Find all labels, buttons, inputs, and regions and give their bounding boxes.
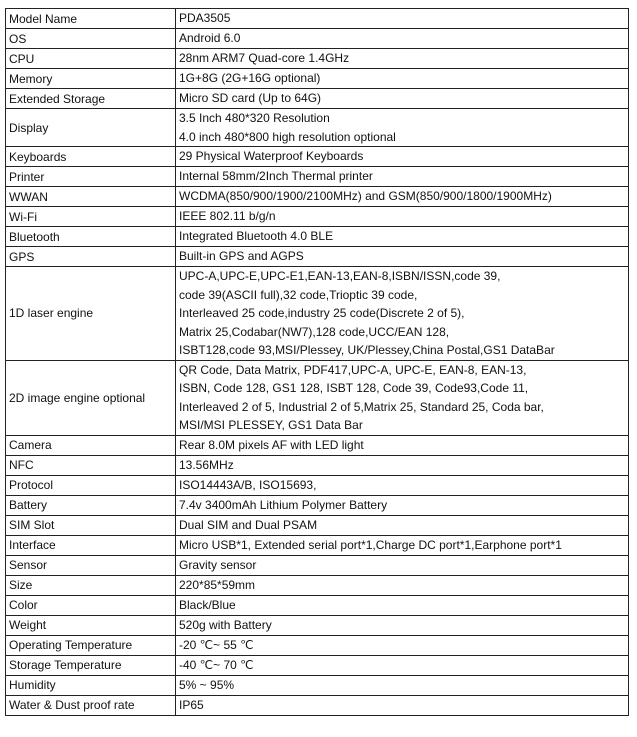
spec-row — [6, 187, 629, 207]
spec-row — [6, 69, 629, 89]
spec-value-line: 13.56MHz — [179, 457, 234, 472]
spec-value-line: IP65 — [179, 697, 204, 712]
spec-value — [176, 49, 629, 69]
spec-row — [6, 475, 629, 495]
spec-value-line: 28nm ARM7 Quad-core 1.4GHz — [179, 51, 350, 66]
spec-row — [6, 267, 629, 361]
spec-value-line: 7.4v 3400mAh Lithium Polymer Battery — [179, 497, 388, 512]
spec-row — [6, 147, 629, 167]
spec-label: OS — [6, 29, 176, 49]
spec-value — [176, 655, 629, 675]
spec-value-line: QR Code, Data Matrix, PDF417,UPC-A, UPC-E, EAN-8, EAN-13, — [179, 362, 527, 377]
spec-value — [176, 435, 629, 455]
spec-row — [6, 615, 629, 635]
spec-value-line: 4.0 inch 480*800 high resolution optional — [179, 129, 396, 144]
spec-value-line: Interleaved 2 of 5, Industrial 2 of 5,Matrix 25, Standard 25, Coda bar, — [179, 399, 544, 414]
specification-table — [5, 8, 629, 716]
spec-row — [6, 495, 629, 515]
spec-value-line: Integrated Bluetooth 4.0 BLE — [179, 229, 334, 244]
spec-value — [176, 69, 629, 89]
spec-value — [176, 9, 629, 29]
spec-label: Weight — [6, 615, 176, 635]
spec-row — [6, 695, 629, 715]
spec-row — [6, 515, 629, 535]
spec-label: WWAN — [6, 187, 176, 207]
spec-value — [176, 535, 629, 555]
spec-label: Bluetooth — [6, 227, 176, 247]
spec-row — [6, 9, 629, 29]
spec-row — [6, 635, 629, 655]
spec-row — [6, 435, 629, 455]
spec-value-line: code 39(ASCII full),32 code,Trioptic 39 code, — [179, 287, 418, 302]
spec-value — [176, 267, 629, 361]
spec-row — [6, 29, 629, 49]
spec-value — [176, 515, 629, 535]
spec-label: CPU — [6, 49, 176, 69]
spec-row — [6, 89, 629, 109]
spec-row — [6, 655, 629, 675]
spec-label: Water & Dust proof rate — [6, 695, 176, 715]
spec-value-line: ISBT128,code 93,MSI/Plessey, UK/Plessey,China Postal,GS1 DataBar — [179, 343, 555, 357]
spec-value-line: 5% ~ 95% — [179, 677, 235, 692]
spec-value-line: ISO14443A/B, ISO15693, — [179, 477, 317, 492]
spec-value-line: Black/Blue — [179, 597, 236, 612]
spec-value — [176, 187, 629, 207]
spec-value-line: PDA3505 — [179, 11, 231, 26]
spec-row — [6, 227, 629, 247]
specification-table-body — [6, 9, 629, 716]
spec-value — [176, 247, 629, 267]
spec-label: Wi-Fi — [6, 207, 176, 227]
spec-label: Size — [6, 575, 176, 595]
spec-value-line: 220*85*59mm — [179, 577, 256, 592]
spec-value — [176, 495, 629, 515]
spec-row — [6, 675, 629, 695]
spec-label: Memory — [6, 69, 176, 89]
spec-value-line: 3.5 Inch 480*320 Resolution — [179, 111, 330, 125]
spec-value-line: 1G+8G (2G+16G optional) — [179, 71, 321, 86]
spec-value-line: 29 Physical Waterproof Keyboards — [179, 149, 364, 164]
spec-value — [176, 595, 629, 615]
spec-row — [6, 535, 629, 555]
spec-value — [176, 89, 629, 109]
spec-label: Camera — [6, 435, 176, 455]
spec-value — [176, 635, 629, 655]
spec-value — [176, 29, 629, 49]
spec-value-line: Internal 58mm/2Inch Thermal printer — [179, 169, 373, 184]
spec-value-line: -20 ℃~ 55 ℃ — [179, 637, 254, 652]
spec-label: Protocol — [6, 475, 176, 495]
spec-value — [176, 575, 629, 595]
spec-value — [176, 207, 629, 227]
spec-value — [176, 615, 629, 635]
spec-label: Storage Temperature — [6, 655, 176, 675]
spec-value-line: Interleaved 25 code,industry 25 code(Discrete 2 of 5), — [179, 306, 465, 320]
spec-label: Humidity — [6, 675, 176, 695]
spec-value-line: ISBN, Code 128, GS1 128, ISBT 128, Code 39, Code93,Code 11, — [179, 381, 529, 395]
spec-value-line: -40 ℃~ 70 ℃ — [179, 657, 254, 672]
spec-row — [6, 247, 629, 267]
spec-value — [176, 555, 629, 575]
spec-row — [6, 595, 629, 615]
spec-row — [6, 207, 629, 227]
spec-label: 2D image engine optional — [6, 360, 176, 435]
spec-row — [6, 49, 629, 69]
spec-value-line: MSI/MSI PLESSEY, GS1 Data Bar — [179, 418, 363, 432]
spec-label: SIM Slot — [6, 515, 176, 535]
spec-value — [176, 227, 629, 247]
spec-value — [176, 147, 629, 167]
spec-label: NFC — [6, 455, 176, 475]
spec-value-line: Dual SIM and Dual PSAM — [179, 517, 318, 532]
spec-label: 1D laser engine — [6, 267, 176, 361]
spec-label: Sensor — [6, 555, 176, 575]
spec-value-line: Matrix 25,Codabar(NW7),128 code,UCC/EAN 128, — [179, 324, 450, 339]
spec-value-line: Micro USB*1, Extended serial port*1,Charge DC port*1,Earphone port*1 — [179, 537, 562, 552]
spec-label: Display — [6, 109, 176, 147]
spec-value — [176, 695, 629, 715]
spec-value-line: Micro SD card (Up to 64G) — [179, 91, 322, 106]
spec-label: GPS — [6, 247, 176, 267]
spec-value-line: UPC-A,UPC-E,UPC-E1,EAN-13,EAN-8,ISBN/ISSN,code 39, — [179, 269, 501, 283]
spec-value — [176, 360, 629, 435]
spec-value-line: WCDMA(850/900/1900/2100MHz) and GSM(850/900/1800/1900MHz) — [179, 189, 552, 204]
spec-value — [176, 167, 629, 187]
spec-value — [176, 455, 629, 475]
spec-label: Model Name — [6, 9, 176, 29]
spec-value — [176, 675, 629, 695]
spec-label: Color — [6, 595, 176, 615]
spec-value-line: Gravity sensor — [179, 557, 257, 572]
spec-label: Keyboards — [6, 147, 176, 167]
spec-label: Battery — [6, 495, 176, 515]
spec-label: Printer — [6, 167, 176, 187]
spec-row — [6, 575, 629, 595]
spec-value — [176, 475, 629, 495]
spec-label: Operating Temperature — [6, 635, 176, 655]
spec-label: Extended Storage — [6, 89, 176, 109]
spec-label: Interface — [6, 535, 176, 555]
spec-value — [176, 109, 629, 147]
spec-value-line: Rear 8.0M pixels AF with LED light — [179, 437, 364, 452]
spec-value-line: Built-in GPS and AGPS — [179, 249, 304, 264]
spec-value-line: 520g with Battery — [179, 617, 272, 632]
spec-row — [6, 555, 629, 575]
spec-row — [6, 167, 629, 187]
spec-row — [6, 455, 629, 475]
spec-value-line: Android 6.0 — [179, 31, 241, 46]
spec-sheet — [5, 8, 628, 716]
spec-row — [6, 109, 629, 147]
spec-value-line: IEEE 802.11 b/g/n — [179, 209, 276, 224]
spec-row — [6, 360, 629, 435]
